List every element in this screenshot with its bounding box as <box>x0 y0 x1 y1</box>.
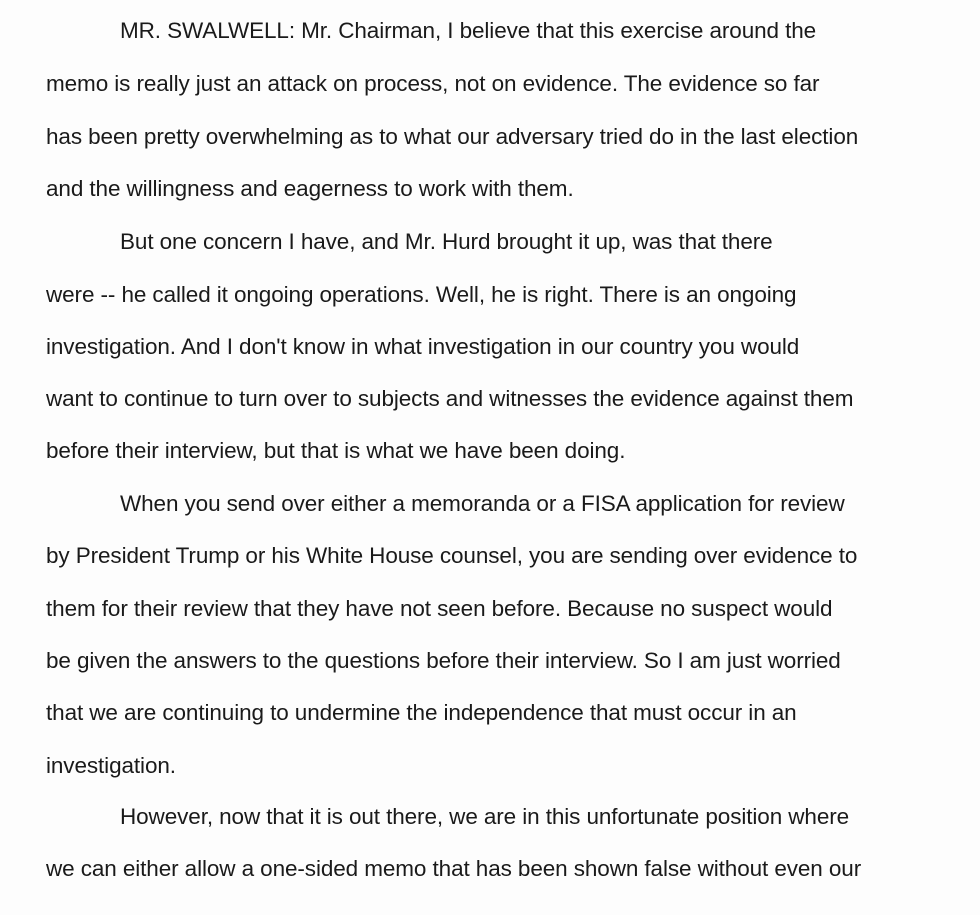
paragraph-3-line-1: When you send over either a memoranda or a FISA application for review <box>120 491 845 516</box>
paragraph-3-line-3: them for their review that they have not seen before. Because no suspect would <box>46 596 833 621</box>
paragraph-2-line-1: But one concern I have, and Mr. Hurd brought it up, was that there <box>120 229 773 254</box>
paragraph-2-line-2: were -- he called it ongoing operations. Well, he is right. There is an ongoing <box>46 282 797 307</box>
paragraph-3-line-5: that we are continuing to undermine the independence that must occur in an <box>46 700 797 725</box>
paragraph-3-line-4: be given the answers to the questions before their interview. So I am just worried <box>46 648 841 673</box>
paragraph-1-line-2: memo is really just an attack on process, not on evidence. The evidence so far <box>46 71 820 96</box>
paragraph-2-line-3: investigation. And I don't know in what investigation in our country you would <box>46 334 800 359</box>
paragraph-1-line-4: and the willingness and eagerness to work with them. <box>46 176 574 201</box>
paragraph-2-line-4: want to continue to turn over to subjects and witnesses the evidence against them <box>46 386 854 411</box>
paragraph-3-line-2: by President Trump or his White House counsel, you are sending over evidence to <box>46 543 858 568</box>
paragraph-1-line-1: MR. SWALWELL: Mr. Chairman, I believe that this exercise around the <box>120 18 817 43</box>
paragraph-4-line-1: However, now that it is out there, we are in this unfortunate position where <box>120 804 850 829</box>
paragraph-4-line-2: we can either allow a one-sided memo that has been shown false without even our <box>46 856 862 881</box>
paragraph-2-line-5: before their interview, but that is what we have been doing. <box>46 438 626 463</box>
paragraph-1-line-3: has been pretty overwhelming as to what our adversary tried do in the last election <box>46 124 859 149</box>
paragraph-3-line-6: investigation. <box>46 753 176 778</box>
